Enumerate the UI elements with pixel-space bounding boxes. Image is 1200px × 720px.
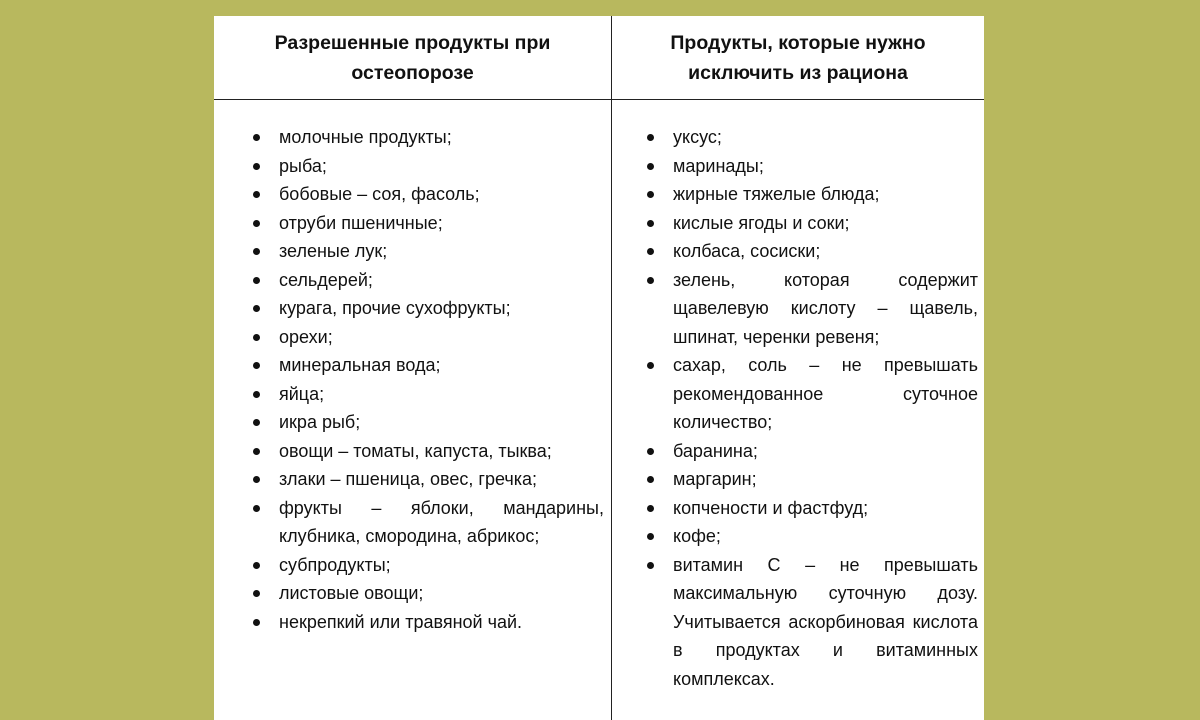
list-item bbox=[646, 266, 978, 352]
list-item-text: бобовые – соя, фасоль; bbox=[279, 184, 480, 204]
list-item bbox=[252, 551, 604, 580]
list-item bbox=[252, 294, 604, 323]
list-item bbox=[252, 494, 604, 551]
list-item bbox=[252, 380, 604, 409]
list-item-text: сахар, соль – не превышать рекомендованное суточное количество; bbox=[673, 355, 978, 432]
list-item-text: фрукты – яблоки, мандарины, клубника, смородина, абрикос; bbox=[279, 497, 604, 546]
list-item-text: зелень, которая содержит щавелевую кислоту – щавель, шпинат, черенки ревеня; bbox=[673, 269, 978, 347]
list-item-text: листовые овощи; bbox=[279, 583, 424, 603]
list-item-text: кофе; bbox=[673, 526, 721, 546]
bullet-icon bbox=[253, 362, 260, 369]
bullet-icon bbox=[253, 220, 260, 227]
list-item-text: витамин С – не превышать максимальную суточную дозу. Учитывается аскорбиновая кислота в продуктах и витаминных комплексах. bbox=[673, 554, 978, 689]
bullet-icon bbox=[647, 533, 654, 540]
list-item-text: курага, прочие сухофрукты; bbox=[279, 298, 511, 318]
header-allowed bbox=[214, 16, 612, 100]
bullet-icon bbox=[647, 476, 654, 483]
bullet-icon bbox=[647, 248, 654, 255]
list-item bbox=[252, 437, 604, 466]
list-item-text: молочные продукты; bbox=[279, 127, 452, 147]
list-item-text: минеральная вода; bbox=[279, 355, 441, 375]
list-item bbox=[252, 351, 604, 380]
list-item bbox=[252, 266, 604, 295]
header-excluded-text: Продукты, которые нужно исключить из рациона bbox=[670, 31, 926, 84]
allowed-column bbox=[214, 100, 612, 720]
list-item-text: рыба; bbox=[279, 155, 327, 176]
list-item-text: некрепкий или травяной чай. bbox=[279, 611, 523, 632]
list-item bbox=[252, 465, 604, 494]
list-item bbox=[646, 465, 978, 494]
document-page bbox=[214, 16, 984, 720]
allowed-list bbox=[252, 123, 604, 636]
bullet-icon bbox=[647, 362, 654, 369]
bullet-icon bbox=[647, 191, 654, 198]
list-item bbox=[252, 180, 604, 209]
list-item-text: овощи – томаты, капуста, тыква; bbox=[279, 440, 552, 461]
list-item bbox=[646, 494, 978, 523]
list-item-text: субпродукты; bbox=[279, 554, 391, 575]
bullet-icon bbox=[647, 505, 654, 512]
list-item bbox=[646, 209, 978, 238]
header-allowed-text: Разрешенные продукты при остеопорозе bbox=[274, 31, 551, 84]
list-item-text: икра рыб; bbox=[279, 412, 361, 432]
bullet-icon bbox=[647, 220, 654, 227]
bullet-icon bbox=[647, 277, 654, 284]
header-excluded bbox=[612, 16, 984, 100]
list-item bbox=[646, 351, 978, 437]
list-item bbox=[252, 608, 604, 637]
bullet-icon bbox=[253, 619, 260, 626]
bullet-icon bbox=[253, 590, 260, 597]
bullet-icon bbox=[647, 448, 654, 455]
list-item bbox=[252, 123, 604, 152]
list-item-text: копчености и фастфуд; bbox=[673, 497, 869, 518]
list-item-text: маринады; bbox=[673, 155, 764, 176]
bullet-icon bbox=[253, 134, 260, 141]
list-item-text: сельдерей; bbox=[279, 269, 373, 290]
list-item bbox=[646, 180, 978, 209]
list-item bbox=[252, 152, 604, 181]
bullet-icon bbox=[253, 248, 260, 255]
bullet-icon bbox=[253, 448, 260, 455]
list-item bbox=[252, 579, 604, 608]
list-item-text: зеленые лук; bbox=[279, 241, 388, 261]
list-item-text: яйца; bbox=[279, 383, 325, 404]
list-item bbox=[646, 551, 978, 694]
bullet-icon bbox=[253, 505, 260, 512]
bullet-icon bbox=[253, 562, 260, 569]
list-item-text: маргарин; bbox=[673, 469, 757, 489]
bullet-icon bbox=[647, 562, 654, 569]
bullet-icon bbox=[647, 163, 654, 170]
list-item-text: орехи; bbox=[279, 326, 333, 347]
bullet-icon bbox=[253, 305, 260, 312]
list-item bbox=[646, 522, 978, 551]
list-item-text: жирные тяжелые блюда; bbox=[673, 184, 880, 204]
list-item bbox=[252, 209, 604, 238]
list-item-text: злаки – пшеница, овес, гречка; bbox=[279, 469, 538, 489]
list-item bbox=[252, 323, 604, 352]
excluded-column bbox=[612, 100, 984, 720]
bullet-icon bbox=[253, 476, 260, 483]
bullet-icon bbox=[253, 391, 260, 398]
list-item bbox=[252, 408, 604, 437]
list-item bbox=[252, 237, 604, 266]
list-item bbox=[646, 123, 978, 152]
food-table bbox=[214, 16, 984, 720]
list-item bbox=[646, 437, 978, 466]
list-item-text: уксус; bbox=[673, 127, 722, 147]
excluded-list bbox=[646, 123, 978, 693]
list-item-text: кислые ягоды и соки; bbox=[673, 212, 850, 233]
list-item-text: отруби пшеничные; bbox=[279, 212, 443, 233]
bullet-icon bbox=[253, 419, 260, 426]
list-item bbox=[646, 152, 978, 181]
bullet-icon bbox=[253, 334, 260, 341]
list-item bbox=[646, 237, 978, 266]
list-item-text: колбаса, сосиски; bbox=[673, 241, 821, 261]
bullet-icon bbox=[253, 277, 260, 284]
bullet-icon bbox=[253, 191, 260, 198]
list-item-text: баранина; bbox=[673, 440, 758, 461]
bullet-icon bbox=[647, 134, 654, 141]
bullet-icon bbox=[253, 163, 260, 170]
